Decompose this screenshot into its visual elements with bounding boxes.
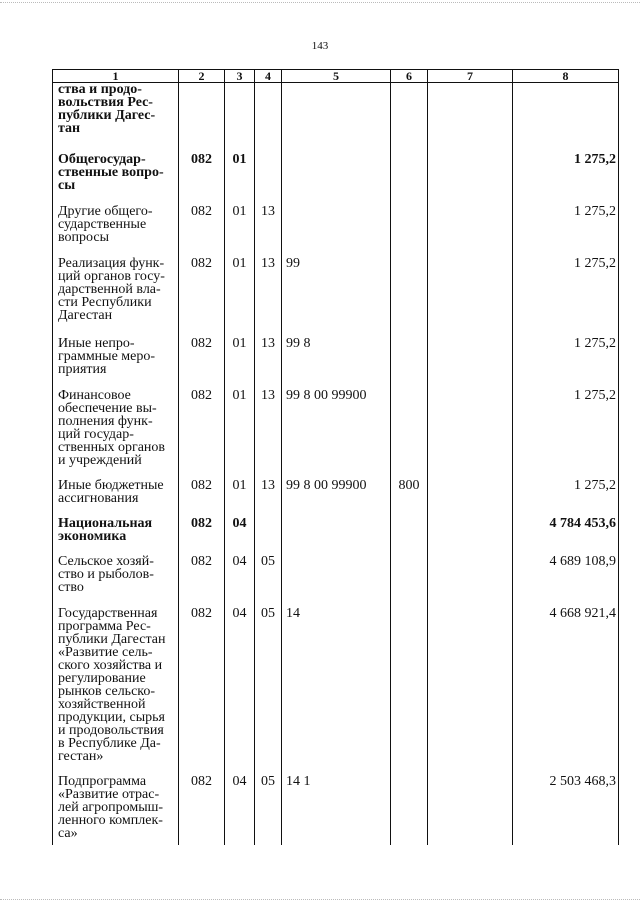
row-amount-cell: 4 689 108,9	[513, 555, 619, 607]
row-amount-cell: 2 503 468,3	[513, 775, 619, 845]
row-code-cell: 04	[225, 607, 255, 775]
row-code-cell: 04	[225, 775, 255, 845]
row-amount-cell: 1 275,2	[513, 479, 619, 517]
row-name-cell: Национальная экономика	[53, 517, 179, 555]
row-code-cell: 14	[282, 607, 391, 775]
row-code-cell: 082	[179, 257, 225, 337]
table-row	[53, 205, 619, 257]
col-header: 7	[428, 70, 513, 83]
row-amount-cell: 1 275,2	[513, 389, 619, 479]
table-row	[53, 607, 619, 775]
row-name-cell: Иные непро- граммные меро- приятия	[53, 337, 179, 389]
row-name-cell: Государственная программа Рес- публики Дагестан «Развитие сель- ского хозяйства и регулирование рынков сельско- хозяйственной продукции, сырья и продовольствия в Республике Да- гестан»	[53, 607, 179, 775]
row-code-cell	[391, 83, 428, 153]
row-name-cell: Сельское хозяй- ство и рыболов- ство	[53, 555, 179, 607]
row-code-cell: 082	[179, 775, 225, 845]
row-code-cell	[282, 205, 391, 257]
column-number-header	[53, 70, 619, 83]
row-code-cell: 13	[255, 257, 282, 337]
col-header: 5	[282, 70, 391, 83]
row-code-cell	[282, 517, 391, 555]
row-name-cell: Подпрограмма «Развитие отрас- лей агропромыш- ленного комплек- са»	[53, 775, 179, 845]
row-code-cell: 05	[255, 607, 282, 775]
row-code-cell	[282, 555, 391, 607]
row-code-cell	[428, 479, 513, 517]
col-header: 2	[179, 70, 225, 83]
row-code-cell: 082	[179, 205, 225, 257]
row-code-cell	[428, 205, 513, 257]
row-code-cell	[428, 517, 513, 555]
table-row	[53, 83, 619, 153]
row-code-cell: 14 1	[282, 775, 391, 845]
table-row	[53, 479, 619, 517]
col-header: 1	[53, 70, 179, 83]
row-code-cell	[428, 389, 513, 479]
row-code-cell	[391, 153, 428, 205]
row-code-cell: 99	[282, 257, 391, 337]
table-row	[53, 775, 619, 845]
row-code-cell: 082	[179, 337, 225, 389]
row-code-cell: 13	[255, 479, 282, 517]
row-code-cell	[391, 205, 428, 257]
row-amount-cell	[513, 83, 619, 153]
row-name-cell: Финансовое обеспечение вы- полнения функ- ций государ- ственных органов и учреждений	[53, 389, 179, 479]
row-code-cell: 13	[255, 337, 282, 389]
row-code-cell: 05	[255, 775, 282, 845]
row-code-cell	[391, 555, 428, 607]
row-code-cell: 04	[225, 517, 255, 555]
row-name-cell: Общегосудар- ственные вопро- сы	[53, 153, 179, 205]
row-name-cell: Реализация функ- ций органов госу- дарственной вла- сти Республики Дагестан	[53, 257, 179, 337]
row-code-cell: 01	[225, 205, 255, 257]
row-amount-cell: 4 784 453,6	[513, 517, 619, 555]
row-code-cell	[428, 153, 513, 205]
row-name-cell: Иные бюджетные ассигнования	[53, 479, 179, 517]
col-header: 4	[255, 70, 282, 83]
row-code-cell: 082	[179, 153, 225, 205]
table-row	[53, 153, 619, 205]
row-code-cell	[391, 257, 428, 337]
row-code-cell: 01	[225, 153, 255, 205]
row-amount-cell: 1 275,2	[513, 337, 619, 389]
row-code-cell: 01	[225, 257, 255, 337]
row-code-cell	[391, 337, 428, 389]
budget-table	[52, 69, 619, 845]
table-body	[53, 83, 619, 845]
row-code-cell: 13	[255, 389, 282, 479]
col-header: 8	[513, 70, 619, 83]
row-code-cell: 800	[391, 479, 428, 517]
row-amount-cell: 1 275,2	[513, 153, 619, 205]
row-code-cell	[391, 389, 428, 479]
row-name-cell: Другие общего- сударственные вопросы	[53, 205, 179, 257]
row-code-cell	[391, 607, 428, 775]
row-code-cell	[255, 83, 282, 153]
row-code-cell	[255, 153, 282, 205]
row-code-cell: 99 8	[282, 337, 391, 389]
row-amount-cell: 1 275,2	[513, 205, 619, 257]
row-code-cell	[179, 83, 225, 153]
top-edge-line	[0, 2, 640, 3]
row-code-cell: 082	[179, 607, 225, 775]
col-header: 6	[391, 70, 428, 83]
row-code-cell: 01	[225, 337, 255, 389]
row-code-cell: 99 8 00 99900	[282, 389, 391, 479]
table-row	[53, 517, 619, 555]
row-amount-cell: 4 668 921,4	[513, 607, 619, 775]
row-code-cell: 13	[255, 205, 282, 257]
row-code-cell	[428, 775, 513, 845]
row-code-cell	[428, 83, 513, 153]
row-code-cell: 082	[179, 479, 225, 517]
row-code-cell	[255, 517, 282, 555]
row-code-cell: 04	[225, 555, 255, 607]
row-code-cell: 01	[225, 479, 255, 517]
row-amount-cell: 1 275,2	[513, 257, 619, 337]
bottom-edge-line	[0, 899, 640, 900]
row-name-cell: ства и продо- вольствия Рес- публики Дагес- тан	[53, 83, 179, 153]
row-code-cell	[428, 257, 513, 337]
row-code-cell	[428, 337, 513, 389]
row-code-cell	[391, 775, 428, 845]
table-row	[53, 389, 619, 479]
row-code-cell	[428, 555, 513, 607]
row-code-cell: 01	[225, 389, 255, 479]
row-code-cell	[282, 153, 391, 205]
table-row	[53, 555, 619, 607]
page-number: 143	[311, 40, 329, 52]
row-code-cell	[225, 83, 255, 153]
col-header: 3	[225, 70, 255, 83]
row-code-cell	[428, 607, 513, 775]
row-code-cell: 082	[179, 389, 225, 479]
row-code-cell: 082	[179, 517, 225, 555]
row-code-cell	[391, 517, 428, 555]
row-code-cell: 082	[179, 555, 225, 607]
table-row	[53, 337, 619, 389]
table-row	[53, 257, 619, 337]
row-code-cell: 05	[255, 555, 282, 607]
row-code-cell: 99 8 00 99900	[282, 479, 391, 517]
row-code-cell	[282, 83, 391, 153]
